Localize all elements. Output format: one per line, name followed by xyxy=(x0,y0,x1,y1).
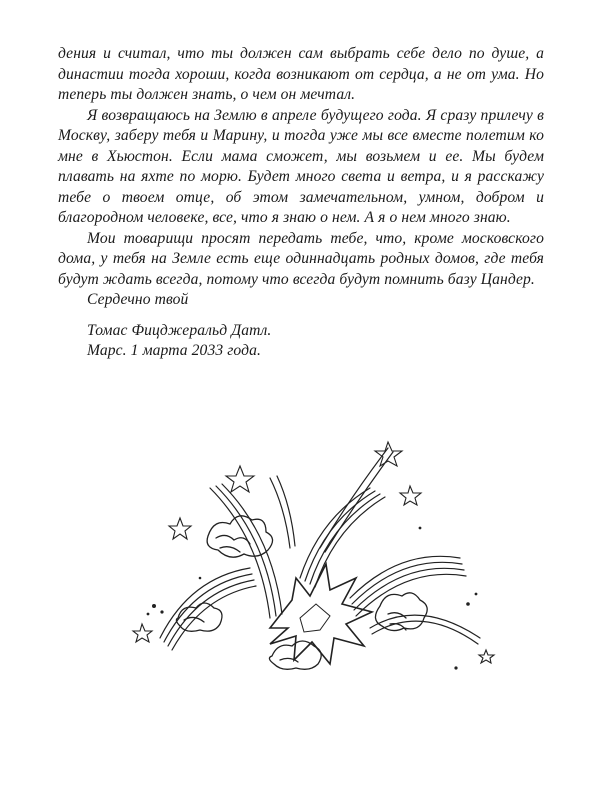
letter-paragraph-3: Мои товарищи просят передать тебе, что, кроме московского дома, у тебя на Земле есть еще одиннадцать родных домов, где тебя будут ждать всегда, потому что всегда будут помнить базу Цандер. xyxy=(58,229,544,288)
sparks xyxy=(147,527,478,670)
letter-signature-place-date: Марс. 1 марта 2033 года. xyxy=(87,342,262,359)
letter-paragraph-1: дения и считал, что ты должен сам выбрать себе дело по душе, а династии тогда хороши, когда возникают от сердца, а не от ума. Но теперь ты должен знать, о чем он мечтал. xyxy=(58,45,544,103)
letter-closing: Сердечно твой xyxy=(87,291,189,308)
smoke-clouds xyxy=(176,516,427,670)
streamer-trails xyxy=(160,448,480,650)
burst xyxy=(270,564,372,664)
letter-paragraph-2: Я возвращаюсь на Землю в апреле будущего года. Я сразу прилечу в Москву, заберу тебя и Марину, и тогда уже мы все вместе полетим ко мне в Хьюстон. Если мама сможет, мы возьмем и ее. Мы будем плавать на яхте по морю. Будет много света и ветра, и я расскажу тебе о твоем отце, об этом замечательном, умном, добром и благородном человеке, все, что я знаю о нем. А я о нем много знаю. xyxy=(58,106,544,226)
letter-page xyxy=(58,44,544,362)
fireworks-illustration xyxy=(120,428,500,698)
letter-signature-name: Томас Фицджеральд Датл. xyxy=(87,321,272,339)
letter-text xyxy=(58,44,544,362)
stars xyxy=(133,442,494,663)
fireworks-drawing xyxy=(120,428,500,698)
